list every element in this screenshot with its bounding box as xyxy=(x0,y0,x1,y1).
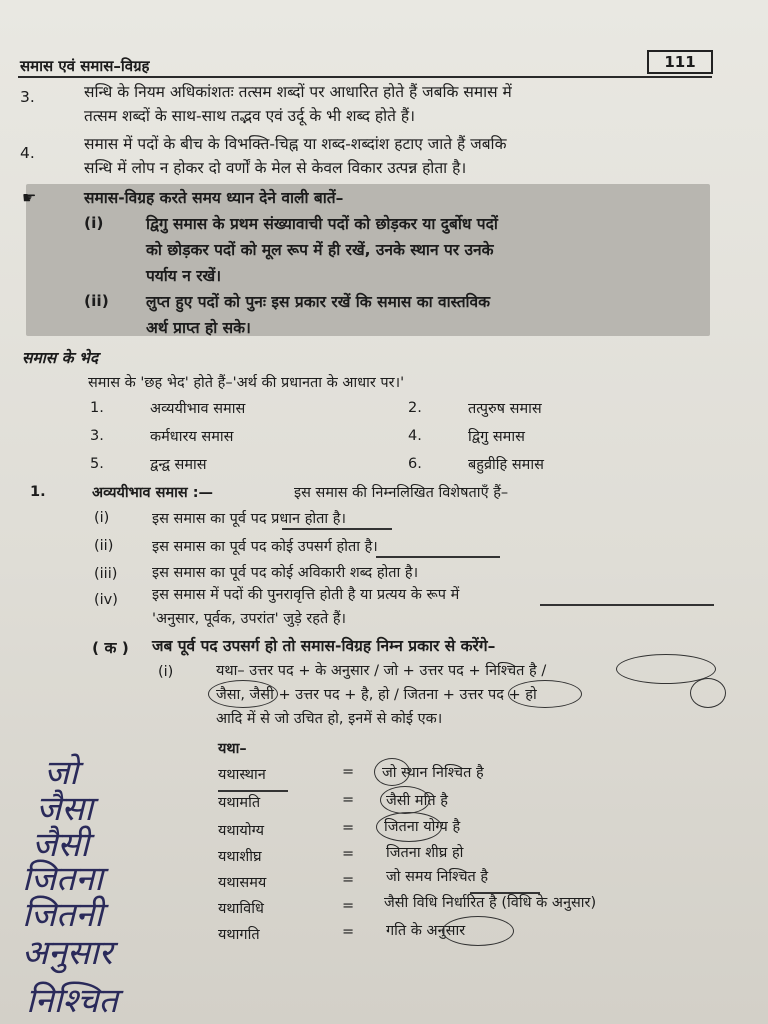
pen-underline-mark xyxy=(376,556,500,558)
subpoint-label: ( क ) xyxy=(92,639,129,657)
handwritten-note: जितनी xyxy=(22,895,104,935)
point-number: 4. xyxy=(20,144,35,162)
type-number: 6. xyxy=(408,456,422,472)
note-item-text: लुप्त हुए पदों को पुनः इस प्रकार रखें कि समास का वास्तविक xyxy=(146,293,491,311)
pen-circle-mark xyxy=(374,758,410,786)
handwritten-note: जैसा xyxy=(36,789,94,829)
chapter-title: समास एवं समास–विग्रह xyxy=(20,57,150,75)
example-equals: = xyxy=(342,872,355,888)
type-number: 1. xyxy=(90,400,104,416)
example-equals: = xyxy=(342,820,355,836)
types-intro: समास के 'छह भेद' होते हैं–'अर्थ की प्रधानता के आधार पर।' xyxy=(88,375,405,391)
rule-text: जैसा, जैसी + उत्तर पद + है, हो / जितना + उत्तर पद + हो xyxy=(216,687,537,703)
header-rule xyxy=(18,76,712,78)
type-number: 3. xyxy=(90,428,104,444)
pen-circle-mark xyxy=(208,680,278,708)
note-item-text: द्विगु समास के प्रथम संख्यावाची पदों को छोड़कर या दुर्बोध पदों xyxy=(146,215,498,233)
example-equals: = xyxy=(342,924,355,940)
point-text: तत्सम शब्दों के साथ-साथ तद्भव एवं उर्दू के भी शब्द होते हैं। xyxy=(84,107,415,125)
pen-circle-mark xyxy=(690,678,726,708)
feature-text: इस समास का पूर्व पद कोई अविकारी शब्द होता है। xyxy=(152,565,419,581)
type-name: अव्ययीभाव समास xyxy=(150,401,246,417)
example-meaning: जो समय निश्चित है xyxy=(386,869,489,885)
example-word: यथाशीघ्र xyxy=(218,849,262,865)
example-equals: = xyxy=(342,846,355,862)
point-text: समास में पदों के बीच के विभक्ति-चिह्न या शब्द-शब्दांश हटाए जाते हैं जबकि xyxy=(84,135,507,153)
type-number: 4. xyxy=(408,428,422,444)
pointing-hand-icon: ☛ xyxy=(22,188,37,207)
pen-circle-mark xyxy=(508,680,582,708)
point-text: सन्धि के नियम अधिकांशतः तत्सम शब्दों पर आधारित होते हैं जबकि समास में xyxy=(84,83,512,101)
type-number: 2. xyxy=(408,400,422,416)
feature-number: (i) xyxy=(94,510,110,526)
feature-text: इस समास में पदों की पुनरावृत्ति होती है या प्रत्यय के रूप में xyxy=(152,587,460,603)
rule-number: (i) xyxy=(158,664,174,680)
note-heading: समास-विग्रह करते समय ध्यान देने वाली बातें– xyxy=(84,189,344,207)
feature-number: (iv) xyxy=(94,592,118,608)
example-word: यथायोग्य xyxy=(218,823,265,839)
pen-underline-mark xyxy=(540,604,714,606)
pen-circle-mark xyxy=(376,812,442,842)
point-text: सन्धि में लोप न होकर दो वर्णों के मेल से केवल विकार उत्पन्न होता है। xyxy=(84,159,467,177)
point-number: 3. xyxy=(20,88,35,106)
pen-circle-mark xyxy=(442,916,514,946)
example-meaning: जितना शीघ्र हो xyxy=(386,845,464,861)
examples-label: यथा– xyxy=(218,741,247,757)
pen-underline-mark xyxy=(218,790,288,792)
pen-circle-mark xyxy=(616,654,716,684)
example-meaning: जैसी विधि निर्धारित है (विधि के अनुसार) xyxy=(384,895,597,911)
handwritten-note: निश्चित xyxy=(26,981,118,1021)
note-item-number: (ii) xyxy=(84,292,109,310)
note-item-text: अर्थ प्राप्त हो सके। xyxy=(146,319,251,337)
handwritten-note: जो xyxy=(44,753,79,793)
type-name: बहुव्रीहि समास xyxy=(468,457,544,473)
example-equals: = xyxy=(342,764,355,780)
feature-text: 'अनुसार, पूर्वक, उपरांत' जुड़े रहते हैं। xyxy=(152,611,347,627)
example-word: यथागति xyxy=(218,927,260,943)
subsection-heading: अव्ययीभाव समास :— xyxy=(92,485,214,501)
subsection-number: 1. xyxy=(30,484,46,500)
example-meaning: जैसी मति है xyxy=(386,793,448,809)
page-number: 111 xyxy=(647,50,713,74)
example-word: यथाविधि xyxy=(218,901,264,917)
feature-text: इस समास का पूर्व पद कोई उपसर्ग होता है। xyxy=(152,539,378,555)
subpoint-text: जब पूर्व पद उपसर्ग हो तो समास-विग्रह निम्न प्रकार से करेंगे– xyxy=(152,637,496,655)
example-word: यथासमय xyxy=(218,875,267,891)
pen-underline-mark xyxy=(282,528,392,530)
section-heading: समास के भेद xyxy=(22,349,99,367)
note-item-number: (i) xyxy=(84,214,104,232)
feature-number: (ii) xyxy=(94,538,114,554)
feature-number: (iii) xyxy=(94,566,118,582)
subsection-intro: इस समास की निम्नलिखित विशेषताएँ हैं– xyxy=(294,485,509,501)
type-name: द्वन्द्व समास xyxy=(150,457,207,473)
type-name: तत्पुरुष समास xyxy=(468,401,542,417)
feature-text: इस समास का पूर्व पद प्रधान होता है। xyxy=(152,511,346,527)
example-equals: = xyxy=(342,792,355,808)
type-name: द्विगु समास xyxy=(468,429,525,445)
example-word: यथास्थान xyxy=(218,767,266,783)
type-name: कर्मधारय समास xyxy=(150,429,234,445)
rule-text: यथा– उत्तर पद + के अनुसार / जो + उत्तर पद + निश्चित है / xyxy=(216,663,547,679)
note-item-text: को छोड़कर पदों को मूल रूप में ही रखें, उनके स्थान पर उनके xyxy=(146,241,494,259)
type-number: 5. xyxy=(90,456,104,472)
example-meaning: गति के अनुसार xyxy=(386,923,466,939)
pen-circle-mark xyxy=(380,786,430,814)
rule-text: आदि में से जो उचित हो, इनमें से कोई एक। xyxy=(216,711,443,727)
example-word: यथामति xyxy=(218,795,261,811)
handwritten-note: जितना xyxy=(22,859,104,899)
example-meaning: जो स्थान निश्चित है xyxy=(382,765,484,781)
example-meaning: जितना योग्य है xyxy=(384,819,461,835)
example-equals: = xyxy=(342,898,355,914)
pen-underline-mark xyxy=(470,892,540,894)
handwritten-note: जैसी xyxy=(32,825,90,865)
note-item-text: पर्याय न रखें। xyxy=(146,267,222,285)
handwritten-note: अनुसार xyxy=(22,933,113,973)
